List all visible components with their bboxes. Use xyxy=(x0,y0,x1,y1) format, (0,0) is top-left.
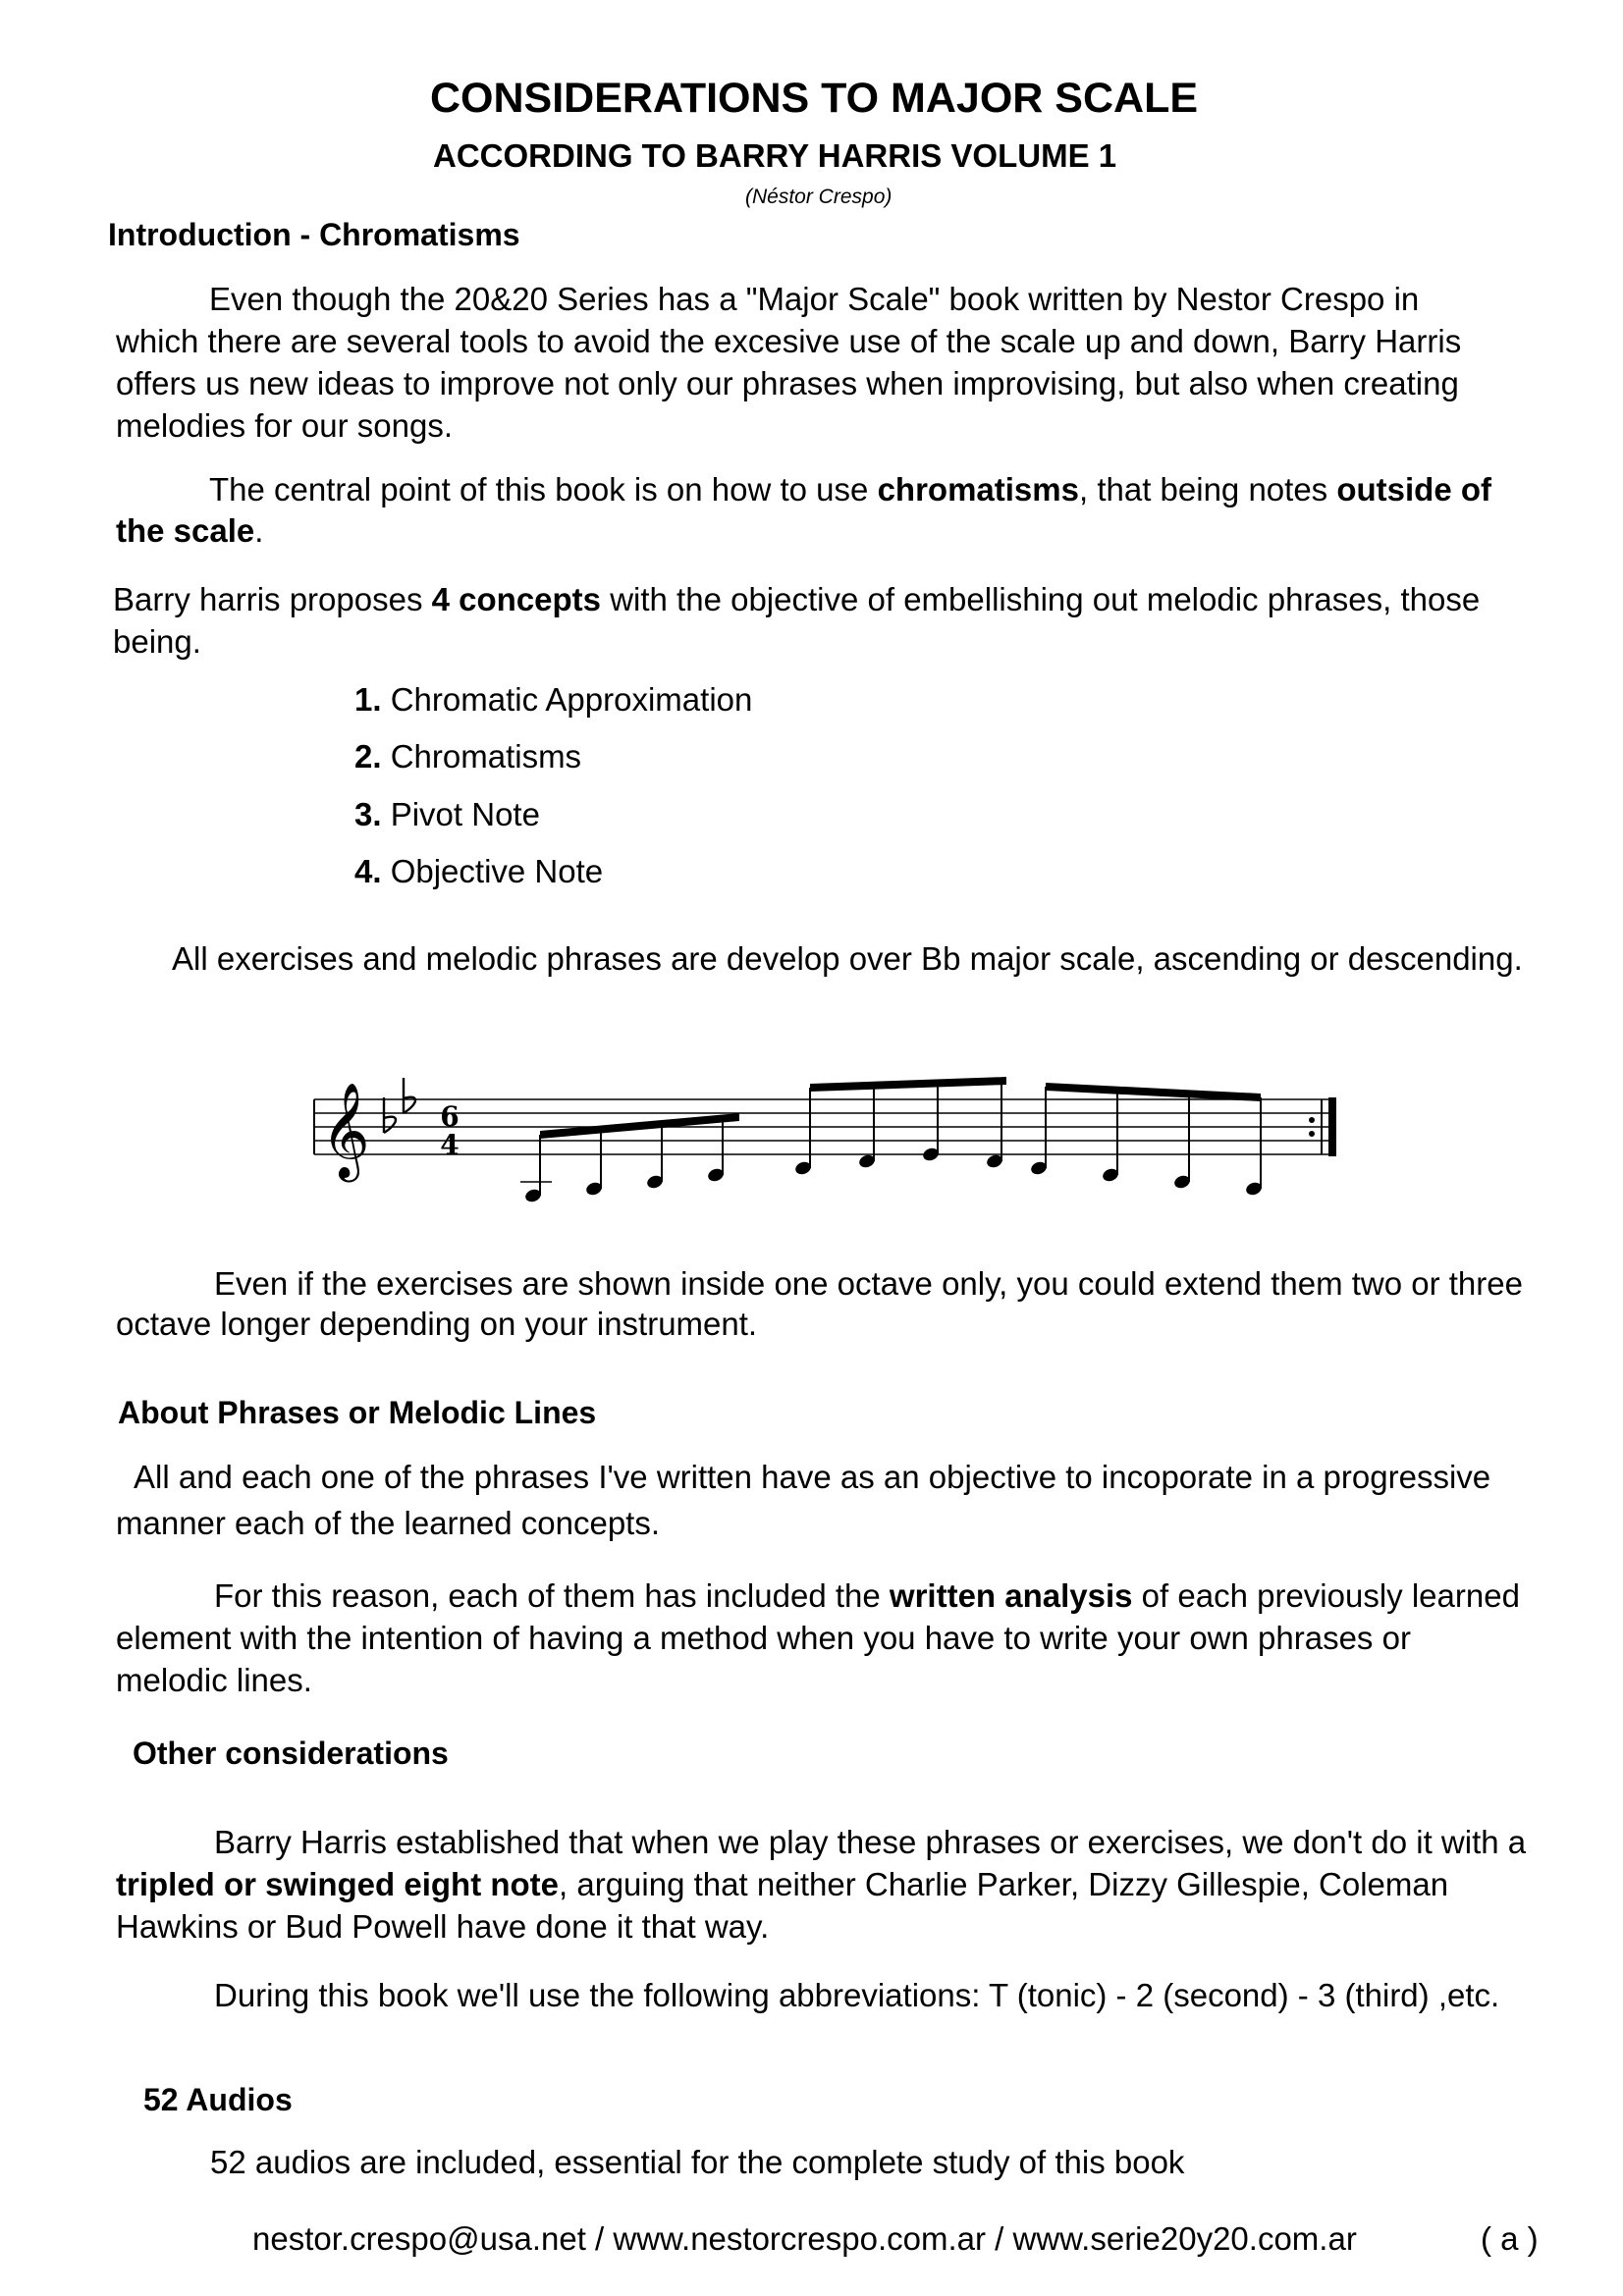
text-line: manner each of the learned concepts. xyxy=(116,1505,661,1541)
text-line xyxy=(214,1575,1520,1617)
text-line: element with the intention of having a method when you have to write your own phrases or xyxy=(116,1620,1411,1656)
text-line: Even if the exercises are shown inside one octave only, you could extend them two or three xyxy=(214,1265,1523,1302)
text-run: , that being notes xyxy=(1078,471,1337,507)
other-paragraph-2: During this book we'll use the following abbreviations: T (tonic) - 2 (second) - 3 (third) ,etc. xyxy=(214,1977,1500,2013)
list-number: 2. xyxy=(354,738,382,774)
list-item xyxy=(354,796,540,833)
text-line xyxy=(209,468,1491,510)
text-run: with the objective of embellishing out melodic phrases, those xyxy=(601,581,1481,617)
page-number: ( a ) xyxy=(1481,2220,1539,2257)
beam xyxy=(810,1077,1006,1092)
bold-text: tripled or swinged eight note xyxy=(116,1866,560,1902)
intro-paragraph-4: All exercises and melodic phrases are develop over Bb major scale, ascending or descending. xyxy=(172,940,1523,977)
text-line xyxy=(113,578,1480,620)
list-number: 4. xyxy=(354,853,382,889)
bold-text: written analysis xyxy=(889,1577,1133,1614)
section-heading-other: Other considerations xyxy=(133,1735,449,1771)
page-subtitle: ACCORDING TO BARRY HARRIS VOLUME 1 xyxy=(433,137,1117,174)
text-line: octave longer depending on your instrument. xyxy=(116,1306,758,1342)
text-line: Even though the 20&20 Series has a "Major Scale" book written by Nestor Crespo in xyxy=(209,281,1420,317)
list-number: 3. xyxy=(354,796,382,832)
flat-e-icon xyxy=(404,1078,415,1113)
text-line: which there are several tools to avoid the excesive use of the scale up and down, Barry Harris xyxy=(116,323,1462,359)
text-run: The central point of this book is on how to use xyxy=(209,471,878,507)
staff-lines xyxy=(314,1099,1335,1154)
barline-thick xyxy=(1328,1097,1336,1156)
bold-text: 4 concepts xyxy=(431,581,602,617)
text-run: For this reason, each of them has included the xyxy=(214,1577,890,1614)
repeat-dot xyxy=(1309,1117,1315,1123)
text-run: of each previously learned xyxy=(1132,1577,1520,1614)
text-line xyxy=(116,509,263,552)
list-label: Chromatisms xyxy=(381,738,582,774)
text-run: . xyxy=(254,512,264,549)
text-line: Hawkins or Bud Powell have done it that way. xyxy=(116,1908,770,1945)
text-run: , arguing that neither Charlie Parker, Dizzy Gillespie, Coleman xyxy=(559,1866,1449,1902)
page-title: CONSIDERATIONS TO MAJOR SCALE xyxy=(430,75,1199,122)
bb-major-scale-staff xyxy=(295,1070,1355,1217)
text-line: offers us new ideas to improve not only our phrases when improvising, but also when creating xyxy=(116,365,1459,401)
bold-text: the scale xyxy=(116,512,255,549)
list-item xyxy=(354,681,752,719)
list-item xyxy=(354,738,581,775)
author: (Néstor Crespo) xyxy=(745,186,893,208)
footer-links: nestor.crespo@usa.net / www.nestorcrespo.com.ar / www.serie20y20.com.ar xyxy=(252,2220,1357,2257)
section-heading-audios: 52 Audios xyxy=(143,2082,293,2117)
text-line: Barry Harris established that when we play these phrases or exercises, we don't do it with a xyxy=(214,1824,1527,1860)
text-line xyxy=(116,1863,1448,1905)
section-heading-phrases: About Phrases or Melodic Lines xyxy=(118,1395,597,1430)
repeat-dot xyxy=(1309,1131,1315,1137)
list-label: Objective Note xyxy=(381,853,604,889)
text-line: All and each one of the phrases I've written have as an objective to incoporate in a progressive xyxy=(134,1459,1491,1495)
text-line: melodic lines. xyxy=(116,1662,312,1698)
beam xyxy=(540,1113,739,1139)
list-item xyxy=(354,853,603,890)
text-line: being. xyxy=(113,623,201,660)
list-number: 1. xyxy=(354,681,382,718)
time-signature-bottom: 4 xyxy=(440,1129,460,1161)
text-run: Barry harris proposes xyxy=(113,581,432,617)
treble-clef-icon: 𝄞 xyxy=(321,1082,370,1178)
bold-text: chromatisms xyxy=(877,471,1079,507)
beam xyxy=(1046,1083,1261,1101)
text-line: melodies for our songs. xyxy=(116,407,454,444)
audios-text: 52 audios are included, essential for the complete study of this book xyxy=(210,2144,1185,2180)
bold-text: outside of xyxy=(1336,471,1491,507)
list-label: Chromatic Approximation xyxy=(381,681,753,718)
list-label: Pivot Note xyxy=(381,796,540,832)
section-heading-introduction: Introduction - Chromatisms xyxy=(108,217,520,252)
time-signature-top: 6 xyxy=(440,1100,460,1133)
